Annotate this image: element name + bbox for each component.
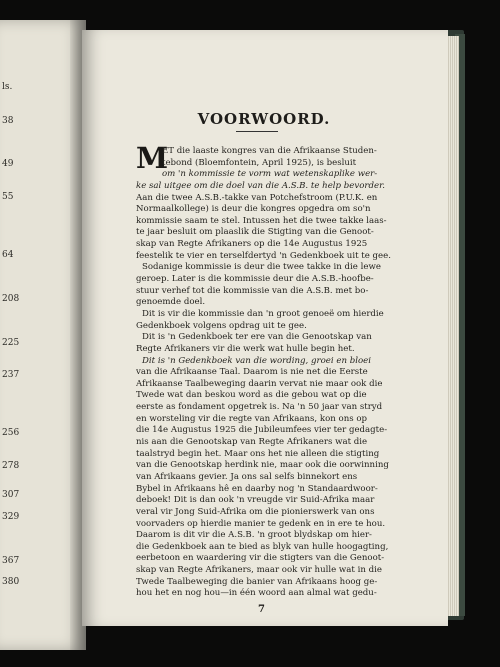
toc-page-number: 55 — [2, 192, 14, 202]
text-line: feestelik te vier en terselfdertyd 'n Gedenkboek uit te gee. — [136, 250, 391, 261]
text-line: deboek! Dit is dan ook 'n vreugde vir Suid-Afrika maar — [136, 495, 375, 506]
text-line: die Gedenkboek aan te bied as blyk van hulle hoogagting, — [136, 541, 389, 552]
toc-page-number: 380 — [2, 577, 20, 587]
body-text — [136, 146, 428, 600]
text-line: Aan die twee A.S.B.-takke van Potchefstroom (P.U.K. en — [136, 192, 378, 203]
text-line: ke sal uitgee om die doel van die A.S.B. te help bevorder. — [136, 180, 385, 191]
text-line: Normaalkollege) is deur die kongres opgedra om so'n — [136, 204, 371, 215]
text-line: Dit is vir die kommissie dan 'n groot genoeë om hierdie — [142, 308, 384, 319]
toc-page-number: ls. — [2, 82, 13, 92]
text-line: tebond (Bloemfontein, April 1925), is besluit — [162, 157, 357, 168]
toc-page-number: 225 — [2, 338, 20, 348]
text-line: Sodanige kommissie is deur die twee takke in die lewe — [142, 262, 381, 273]
toc-page-number: 64 — [2, 250, 14, 260]
toc-page-number: 367 — [2, 556, 20, 566]
drop-cap: M — [136, 141, 169, 175]
text-line: en worsteling vir die regte van Afrikaans, kon ons op — [136, 413, 368, 424]
toc-page-number: 278 — [2, 461, 20, 471]
text-line: Dit is 'n Gedenkboek ter ere van die Genootskap van — [142, 332, 372, 343]
text-line: Daarom is dit vir die A.S.B. 'n groot blydskap om hier- — [136, 530, 372, 541]
text-line: nis aan die Genootskap van Regte Afrikaners wat die — [136, 437, 368, 448]
text-line: Regte Afrikaners vir die werk wat hulle begin het. — [136, 343, 355, 354]
text-line: Dit is 'n Gedenkboek van die wording, groei en bloei — [142, 355, 371, 366]
text-line: te jaar besluit om plaaslik die Stigting van die Genoot- — [136, 227, 374, 238]
text-line: stuur verhef tot die kommissie van die A.S.B. met bo- — [136, 285, 369, 296]
text-line: voorvaders op hierdie manier te gedenk en in ere te hou. — [136, 518, 386, 529]
text-line: Bybel in Afrikaans hê en daarby nog 'n Standaardwoor- — [136, 483, 378, 494]
text-line: Twede Taalbeweging die banier van Afrikaans hoog ge- — [136, 576, 378, 587]
text-line: eerbetoon en waardering vir die stigters van die Genoot- — [136, 553, 385, 564]
page-title: VOORWOORD. — [197, 110, 331, 128]
text-line: ET die laaste kongres van die Afrikaanse Studen- — [162, 146, 377, 156]
text-line: Gedenkboek volgens opdrag uit te gee. — [136, 320, 307, 331]
text-line: van die Genootskap herdink nie, maar ook die oorwinning — [136, 460, 389, 471]
text-line: om 'n kommissie te vorm wat wetenskaplike wer- — [162, 169, 378, 180]
toc-page-number: 307 — [2, 490, 20, 500]
text-line: Afrikaanse Taalbeweging daarin vervat nie maar ook die — [136, 378, 383, 389]
text-line: van die Afrikaanse Taal. Daarom is nie net die Eerste — [136, 367, 368, 378]
text-line: van Afrikaans gevier. Ja ons sal selfs binnekort ens — [136, 471, 358, 482]
text-line: skap van Regte Afrikaners, maar ook vir hulle wat in die — [136, 565, 382, 576]
text-line: veral vir Jong Suid-Afrika om die pionierswerk van ons — [136, 506, 375, 517]
toc-page-number: 256 — [2, 428, 20, 438]
text-line: geroep. Later is die kommissie deur die A.S.B.-hoofbe- — [136, 274, 374, 285]
toc-page-number: 49 — [2, 159, 14, 169]
text-line: die 14e Augustus 1925 die Jubileumfees vier ter gedagte- — [136, 425, 388, 436]
text-line: taalstryd begin het. Maar ons het nie alleen die stigting — [136, 448, 380, 459]
toc-page-number: 38 — [2, 116, 14, 126]
page-number: 7 — [258, 604, 265, 615]
text-line: genoemde doel. — [136, 297, 206, 308]
text-line: skap van Regte Afrikaners op die 14e Augustus 1925 — [136, 239, 368, 250]
text-line: kommissie saam te stel. Intussen het die twee takke laas- — [136, 215, 387, 226]
toc-page-number: 329 — [2, 512, 20, 522]
text-line: Twede wat dan beskou word as die gebou wat op die — [136, 390, 367, 401]
toc-page-number: 237 — [2, 370, 20, 380]
text-line: hou het en nog hou—in één woord aan almal wat gedu- — [136, 588, 377, 599]
toc-page-number: 208 — [2, 294, 20, 304]
text-line: eerste as fondament opgetrek is. Na 'n 50 jaar van stryd — [136, 402, 383, 413]
title-rule — [236, 131, 278, 132]
